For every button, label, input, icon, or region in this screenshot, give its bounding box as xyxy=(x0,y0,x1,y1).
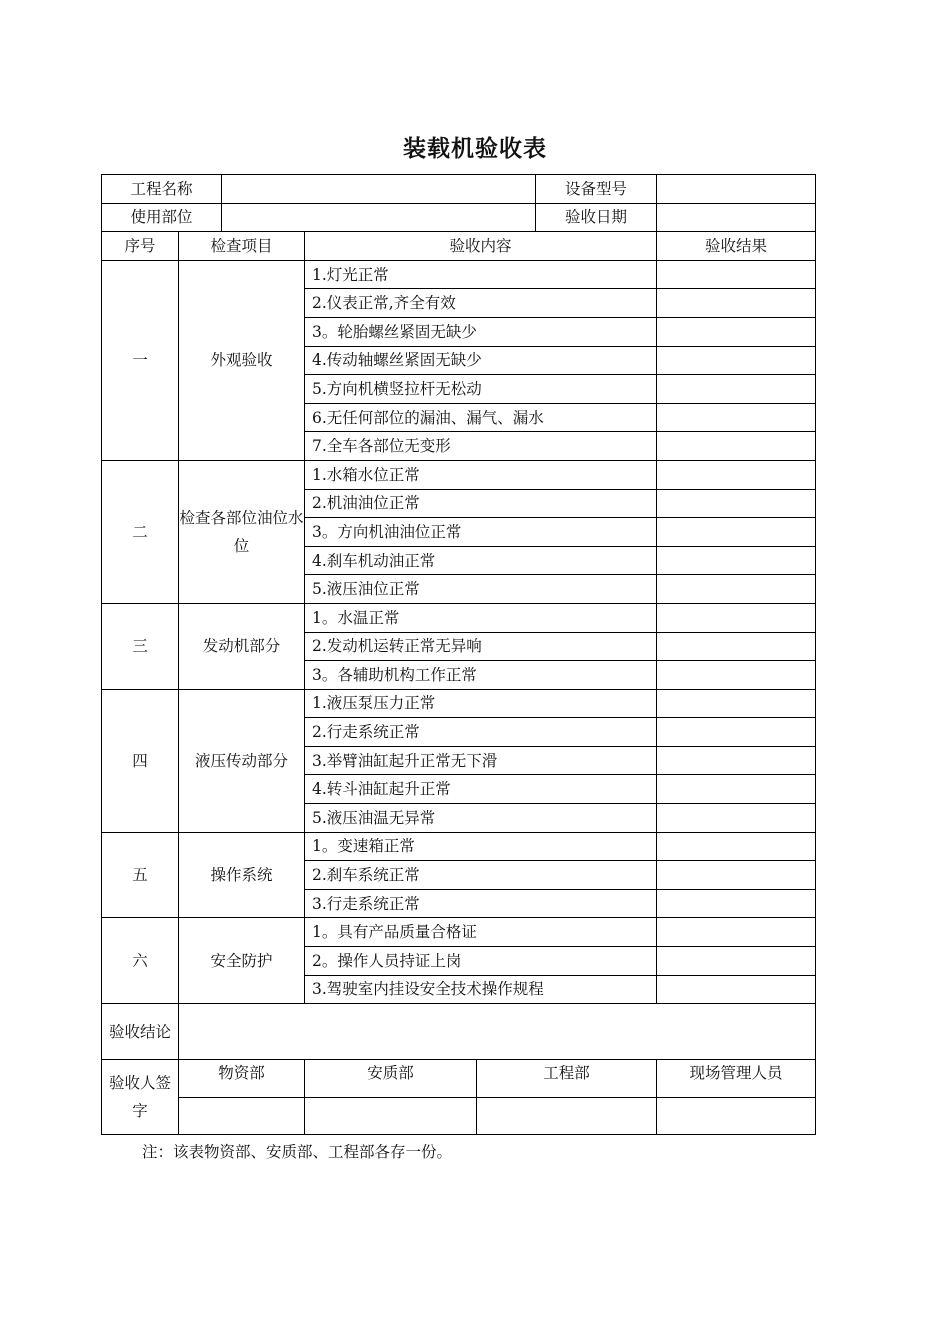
group-name: 检查各部位油位水位 xyxy=(179,460,305,603)
check-item: 4.传动轴螺丝紧固无缺少 xyxy=(305,346,657,375)
check-item: 3。方向机油油位正常 xyxy=(305,518,657,547)
check-result-field[interactable] xyxy=(657,460,816,489)
signature-field-engineering[interactable] xyxy=(477,1098,657,1135)
group-name: 外观验收 xyxy=(179,260,305,460)
check-result-field[interactable] xyxy=(657,603,816,632)
check-row xyxy=(102,460,816,489)
signature-dept-material: 物资部 xyxy=(179,1060,305,1098)
check-item: 1。水温正常 xyxy=(305,603,657,632)
group-name: 发动机部分 xyxy=(179,603,305,689)
conclusion-label: 验收结论 xyxy=(102,1004,179,1060)
check-result-field[interactable] xyxy=(657,346,816,375)
group-seq: 三 xyxy=(102,603,179,689)
project-info-row xyxy=(102,175,816,204)
check-item: 2.刹车系统正常 xyxy=(305,861,657,890)
check-result-field[interactable] xyxy=(657,947,816,976)
check-item: 5.液压油位正常 xyxy=(305,575,657,604)
check-item: 3.行走系统正常 xyxy=(305,889,657,918)
group-name: 安全防护 xyxy=(179,918,305,1004)
header-row xyxy=(102,232,816,261)
acceptance-form-table xyxy=(101,174,816,1135)
project-name-field[interactable] xyxy=(222,175,536,204)
signature-dept-site-management: 现场管理人员 xyxy=(657,1060,816,1098)
check-item: 3。轮胎螺丝紧固无缺少 xyxy=(305,317,657,346)
footer-note: 注：该表物资部、安质部、工程部各存一份。 xyxy=(142,1143,453,1161)
check-result-field[interactable] xyxy=(657,432,816,461)
location-date-row xyxy=(102,203,816,232)
signature-label: 验收人签字 xyxy=(102,1060,179,1135)
header-item: 检查项目 xyxy=(179,232,305,261)
check-item: 6.无任何部位的漏油、漏气、漏水 xyxy=(305,403,657,432)
check-result-field[interactable] xyxy=(657,375,816,404)
check-result-field[interactable] xyxy=(657,718,816,747)
header-result: 验收结果 xyxy=(657,232,816,261)
check-result-field[interactable] xyxy=(657,661,816,690)
check-row xyxy=(102,832,816,861)
check-row xyxy=(102,260,816,289)
check-result-field[interactable] xyxy=(657,489,816,518)
check-result-field[interactable] xyxy=(657,861,816,890)
check-item: 1。具有产品质量合格证 xyxy=(305,918,657,947)
check-item: 1.液压泵压力正常 xyxy=(305,689,657,718)
check-item: 3.驾驶室内挂设安全技术操作规程 xyxy=(305,975,657,1004)
check-result-field[interactable] xyxy=(657,403,816,432)
check-item: 1.水箱水位正常 xyxy=(305,460,657,489)
check-item: 2。操作人员持证上岗 xyxy=(305,947,657,976)
signature-field-material[interactable] xyxy=(179,1098,305,1135)
check-row xyxy=(102,918,816,947)
signature-field-site-management[interactable] xyxy=(657,1098,816,1135)
check-row xyxy=(102,603,816,632)
check-item: 4.刹车机动油正常 xyxy=(305,546,657,575)
signature-header-row xyxy=(102,1060,816,1098)
check-result-field[interactable] xyxy=(657,832,816,861)
acceptance-date-label: 验收日期 xyxy=(536,203,657,232)
check-item: 5.液压油温无异常 xyxy=(305,804,657,833)
conclusion-row xyxy=(102,1004,816,1060)
check-result-field[interactable] xyxy=(657,775,816,804)
check-item: 2.机油油位正常 xyxy=(305,489,657,518)
signature-dept-quality: 安质部 xyxy=(305,1060,477,1098)
check-result-field[interactable] xyxy=(657,918,816,947)
group-name: 液压传动部分 xyxy=(179,689,305,832)
page-title: 装载机验收表 xyxy=(403,136,547,162)
check-result-field[interactable] xyxy=(657,889,816,918)
check-item: 2.仪表正常,齐全有效 xyxy=(305,289,657,318)
check-result-field[interactable] xyxy=(657,746,816,775)
check-item: 2.发动机运转正常无异响 xyxy=(305,632,657,661)
group-seq: 六 xyxy=(102,918,179,1004)
check-item: 5.方向机横竖拉杆无松动 xyxy=(305,375,657,404)
header-content: 验收内容 xyxy=(305,232,657,261)
check-item: 2.行走系统正常 xyxy=(305,718,657,747)
check-result-field[interactable] xyxy=(657,260,816,289)
equipment-model-label: 设备型号 xyxy=(536,175,657,204)
group-name: 操作系统 xyxy=(179,832,305,918)
check-result-field[interactable] xyxy=(657,575,816,604)
check-item: 4.转斗油缸起升正常 xyxy=(305,775,657,804)
signature-field-quality[interactable] xyxy=(305,1098,477,1135)
check-result-field[interactable] xyxy=(657,518,816,547)
group-seq: 一 xyxy=(102,260,179,460)
check-item: 3.举臂油缸起升正常无下滑 xyxy=(305,746,657,775)
check-item: 3。各辅助机构工作正常 xyxy=(305,661,657,690)
check-result-field[interactable] xyxy=(657,289,816,318)
check-result-field[interactable] xyxy=(657,689,816,718)
check-result-field[interactable] xyxy=(657,632,816,661)
group-seq: 五 xyxy=(102,832,179,918)
use-location-label: 使用部位 xyxy=(102,203,222,232)
signature-blank-row xyxy=(102,1098,816,1135)
check-item: 1。变速箱正常 xyxy=(305,832,657,861)
check-item: 7.全车各部位无变形 xyxy=(305,432,657,461)
check-result-field[interactable] xyxy=(657,546,816,575)
header-seq: 序号 xyxy=(102,232,179,261)
check-item: 1.灯光正常 xyxy=(305,260,657,289)
conclusion-field[interactable] xyxy=(179,1004,816,1060)
check-result-field[interactable] xyxy=(657,317,816,346)
check-row xyxy=(102,689,816,718)
group-seq: 二 xyxy=(102,460,179,603)
acceptance-date-field[interactable] xyxy=(657,203,816,232)
use-location-field[interactable] xyxy=(222,203,536,232)
equipment-model-field[interactable] xyxy=(657,175,816,204)
check-result-field[interactable] xyxy=(657,804,816,833)
project-name-label: 工程名称 xyxy=(102,175,222,204)
signature-dept-engineering: 工程部 xyxy=(477,1060,657,1098)
check-result-field[interactable] xyxy=(657,975,816,1004)
group-seq: 四 xyxy=(102,689,179,832)
